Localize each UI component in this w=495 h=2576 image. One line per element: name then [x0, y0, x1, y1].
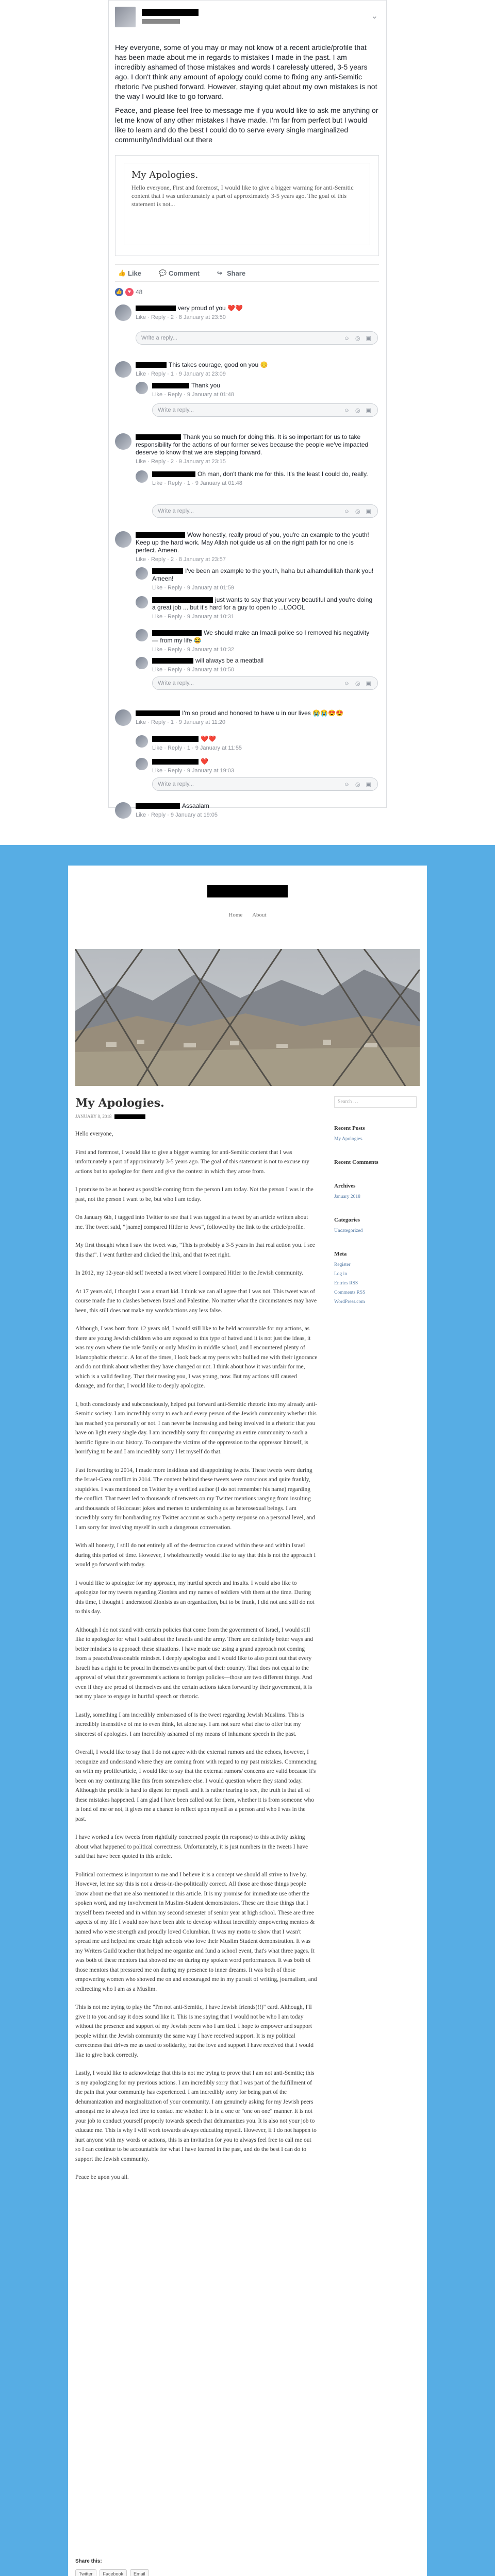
commenter-name-redacted[interactable]	[152, 597, 213, 603]
widget-heading: Meta	[334, 1251, 347, 1257]
post-paragraph: I have worked a few tweets from rightfully concerned people (in response) to this activity asking about what happened to political correctness. Unfortunately, it is just numbers in the tweets I have said that have been quoted in this article.	[75, 1834, 308, 1859]
comment-text: Thank you	[191, 382, 221, 389]
like-button[interactable]	[118, 269, 141, 277]
commenter-name-redacted[interactable]	[152, 630, 202, 636]
blog-nav	[68, 912, 427, 918]
recent-post-link[interactable]: My Apologies.	[334, 1137, 364, 1142]
post-paragraph: First and foremost, I would like to give a bigger warning for anti-Semitic content that I was unfortunately a part of approximately 3-5 years ago. The goal of this statement is not to excuse my actions but to apologize for them and give the context in which they arose from.	[75, 1149, 309, 1175]
search-input[interactable]: Search …	[334, 1096, 417, 1108]
comment-text: I'm so proud and honored to have u in our lives 😭😭😍😍	[182, 709, 343, 717]
commenter-avatar[interactable]	[115, 304, 131, 321]
archive-link[interactable]: January 2018	[334, 1194, 360, 1199]
comment-text: Assaalam	[182, 802, 209, 809]
comment-body	[136, 709, 373, 726]
comment-label: Comment	[169, 269, 200, 277]
reply-placeholder: Write a reply...	[158, 407, 194, 413]
share-buttons	[75, 2569, 318, 2576]
commenter-name-redacted[interactable]	[136, 532, 185, 538]
categories-widget	[334, 1217, 420, 1233]
meta-link-wordpress[interactable]: WordPress.com	[334, 1299, 365, 1304]
commenter-name-redacted[interactable]	[136, 710, 180, 716]
post-timestamp-redacted	[142, 19, 180, 24]
post-title: My Apologies.	[75, 1096, 164, 1110]
comment-text: Oh man, don't thank me for this. It's the least I could do, really.	[197, 470, 368, 478]
commenter-avatar[interactable]	[136, 382, 148, 394]
post-paragraph: Although I do not stand with certain policies that come from the government of Israel, I would still like to apologize for what I said about the Israelis and the army. There are definitely better ways and better mindsets to approach these situations. I have made use using a grand approach not coming from a peaceful/reasonable mindset. I deeply apologize and I would like to also point out that every Israeli has a right to be proud in themselves and be part of their country. That does not equal to the approval of what their government's actions to foreign policies—those are two different things. And even if they are proud of themselves and the certain actions taken forward by their government, it is not my place to engage in hurtful speech or rhetoric.	[75, 1626, 314, 1700]
share-email-button[interactable]: Email	[130, 2569, 149, 2576]
meta-widget	[334, 1251, 420, 1304]
post-paragraph: My first thought when I saw the tweet was, "This is probably a 3-5 years in that real action you. I see this that". I went further and clicked the link, and that tweet right.	[75, 1242, 315, 1258]
like-label: Like	[128, 269, 142, 277]
category-link[interactable]: Uncategorized	[334, 1228, 363, 1233]
post-paragraph: With all honesty, I still do not entirely all of the destruction caused within these and within Israel during this period of time. However, I wholeheartedly would like to say that this is not the approach I would go forward with today.	[75, 1543, 316, 1568]
share-facebook-button[interactable]: Facebook	[100, 2569, 127, 2576]
comment-button[interactable]	[159, 269, 200, 277]
post-paragraph: In 2012, my 12-year-old self tweeted a tweet where I compared Hitler to the Jewish community.	[75, 1270, 303, 1276]
post-paragraph: I would like to apologize for my approach, my hurtful speech and insults. I would also like to apologize for my tweets regarding Zionists and my names of soldiers with them at the time. During this time, I thought I understood Zionists as an organization, but to be frank, I did not and still do not to this day.	[75, 1580, 315, 1615]
shared-link-preview[interactable]	[115, 155, 379, 256]
reply-input[interactable]	[152, 504, 378, 518]
comment-body	[136, 433, 373, 466]
share-section	[75, 2558, 318, 2576]
post-paragraph: Lastly, I would like to acknowledge that this is not me trying to prove that I am not anti-Semitic; this is my apologizing for my previous actions. I am incredibly sorry that I was part of the fulfillment of the pain that your community has experienced. I am incredibly sorry for being part of the dehumanization and marginalization of your community. I am genuinely asking for my Jewish peers amongst me to always feel free to contact me whether it is in a one or "one on one" manner. It is not your job to conduct yourself properly towards speech that dehumanizes you. It is also not your job to educate me. This is why I will work towards always educating myself. However, if I do not happen to hurt anyone with my words or actions, this is an invitation for you to always feel free to call me out so I can continue to be accountable for what I have learned in the past, and do the best I can do to support the Jewish community.	[75, 2070, 317, 2162]
comment-body	[136, 304, 373, 321]
post-author-redacted[interactable]	[114, 1114, 145, 1119]
comment-body	[136, 361, 373, 378]
post-paragraph: Peace, and please feel free to message me if you would like to ask me anything or let me know of any other mistakes I have made. I'm far from perfect but I would like to learn and do the best I could do to serve every single marginalized community/individual out there	[115, 106, 378, 144]
commenter-name-redacted[interactable]	[152, 383, 189, 388]
love-reaction-icon: ♥	[125, 288, 134, 296]
commenter-avatar[interactable]	[115, 433, 131, 450]
commenter-avatar[interactable]	[136, 657, 148, 669]
recent-comments-widget	[334, 1159, 420, 1165]
meta-link-login[interactable]: Log in	[334, 1272, 348, 1277]
post-paragraph: At 17 years old, I thought I was a smart kid. I think we can all agree that I was not. This tweet was of course made due to clashes between Israel and Palestine. No matter what the circumstances may have been, this still does not make my words/actions any less false.	[75, 1288, 317, 1314]
comment-meta[interactable]: Like · Reply · 9 January at 01:48	[152, 392, 234, 398]
nav-link-home[interactable]: Home	[228, 912, 243, 918]
author-avatar[interactable]	[115, 7, 136, 27]
comment-body	[136, 531, 373, 564]
commenter-avatar[interactable]	[136, 596, 148, 608]
reply-placeholder: Write a reply...	[158, 508, 194, 514]
share-button[interactable]	[217, 269, 245, 277]
facebook-post-card	[108, 0, 387, 818]
post-text	[115, 43, 379, 149]
comment-body	[152, 735, 374, 752]
comment-body	[152, 596, 374, 621]
comment-meta[interactable]: Like · Reply · 2 · 8 January at 23:57	[136, 556, 226, 563]
widget-heading: Categories	[334, 1217, 360, 1223]
blog-page	[68, 866, 427, 2576]
commenter-name-redacted[interactable]	[136, 434, 181, 440]
comment-text: Wow honestly, really proud of you, you're an example to the youth! Keep up the hard work. May Allah not guide us all on the right path for no one is perfect. Ameen.	[136, 531, 369, 554]
post-meta	[75, 1114, 145, 1119]
comment-meta[interactable]: Like · Reply · 9 January at 01:59	[152, 585, 234, 591]
reaction-count: 48	[136, 289, 143, 296]
commenter-name-redacted[interactable]	[152, 471, 195, 477]
comment-body	[152, 657, 374, 674]
comment-meta[interactable]: Like · Reply · 2 · 8 January at 23:50	[136, 314, 226, 320]
comment-meta[interactable]: Like · Reply · 9 January at 10:32	[152, 647, 234, 653]
comment-text: ❤️❤️	[201, 735, 216, 742]
share-label: Share	[226, 269, 246, 277]
chevron-down-icon[interactable]: ⌄	[371, 12, 378, 21]
meta-link-register[interactable]: Register	[334, 1262, 351, 1267]
commenter-name-redacted[interactable]	[136, 362, 167, 368]
reply-input[interactable]	[152, 403, 378, 417]
reaction-summary[interactable]	[115, 287, 142, 297]
comment-body	[136, 802, 373, 819]
post-header	[115, 7, 378, 33]
header-image	[75, 949, 420, 1086]
reply-tools-icon[interactable]: ☺ ◎ ▣	[343, 509, 373, 515]
share-icon: ↪	[217, 269, 223, 277]
shared-article-title: My Apologies.	[131, 170, 199, 180]
comment-body	[152, 567, 374, 592]
comment-text: will always be a meatball	[195, 657, 264, 664]
facebook-post-region	[108, 0, 387, 818]
post-paragraph: Fast forwarding to 2014, I made more insidious and disappointing tweets. These tweets were during the Israel-Gaza conflict in 2014. The content behind these tweets were conscious and quite frankly, stupid/ies. I was mentioned on Twitter by a verified author (I do not remember his name) regarding the conflict. That tweet led to thousands of retweets on my Twitter mentions ranging from insulting and thousands of Holocaust jokes and memes to undermining us as heterosexual beings. I am incredibly sorry for bombarding my Twitter account as such a petty response on a personal level, and I am sorry for involving myself in such a dangerous conversation.	[75, 1467, 315, 1531]
comment-text: very proud of you ❤️❤️	[178, 304, 243, 312]
archives-widget	[334, 1183, 420, 1199]
share-heading: Share this:	[75, 2558, 102, 2564]
comment-meta[interactable]: Like · Reply · 1 · 9 January at 23:09	[136, 371, 226, 377]
comment-meta[interactable]: Like · Reply · 9 January at 19:05	[136, 812, 218, 818]
post-paragraph: Hello everyone,	[75, 1131, 113, 1137]
reply-placeholder: Write a reply...	[158, 781, 194, 787]
like-reaction-icon: 👍	[115, 288, 123, 296]
comment-icon: 💬	[159, 269, 167, 277]
comment-meta[interactable]: Like · Reply · 9 January at 10:50	[152, 667, 234, 673]
post-date[interactable]: JANUARY 8, 2018	[75, 1114, 112, 1119]
mountain-landscape-photo	[75, 949, 420, 1086]
nav-link-about[interactable]: About	[252, 912, 267, 918]
post-action-bar	[115, 264, 379, 282]
comment-text: just wants to say that your very beautiful and you're doing a great job ... but it's hard for a guy to open to ...LOOOL	[152, 596, 373, 611]
post-paragraph: Overall, I would like to say that I do not agree with the external rumors and the echoes, however, I recognize and understand where they are coming from with regard to my past mistakes. Commencing on with my profile/article, I would like to say that the external rumors/ concerns are valid because it's been on my continuing like this from somewhere else. I would question where they stand today. Although the profile is hard to digest for myself and it is rather tearing to see, the truth is that all of these mistakes happened. I am glad I have been called out for them, whether it is from someone who is fond of me or not, it gives me a chance to reflect upon myself as a person and who I was in the past.	[75, 1749, 317, 1822]
shared-article-excerpt: Hello everyone, First and foremost, I would like to give a bigger warning for anti-Semitic content that I was unfortunately a part of approximately 3-5 years ago. The goal of this statement is not...	[131, 184, 354, 208]
comment-body	[152, 470, 374, 487]
comment-text: We should make an Imaali police so I removed his negativity — from my life 😂	[152, 629, 370, 644]
post-body	[75, 1129, 318, 2191]
commenter-name-redacted[interactable]	[152, 568, 183, 574]
comment-meta[interactable]: Like · Reply · 2 · 9 January at 23:15	[136, 459, 226, 465]
commenter-avatar[interactable]	[136, 470, 148, 483]
blog-logo-redacted[interactable]	[207, 885, 288, 897]
post-paragraph: I promise to be as honest as possible coming from the person I am today. Not the person I was in the past, not the person I want to be, but who I am today.	[75, 1187, 314, 1202]
post-paragraph: On January 6th, I tagged into Twitter to see that I was tagged in a tweet by an article written about me. The tweet said, "[name] compared Hitler to Jews", followed by the link to the article/profile.	[75, 1214, 308, 1230]
post-paragraph: Peace be upon you all.	[75, 2174, 129, 2180]
comment-text: ❤️	[201, 758, 208, 765]
commenter-avatar[interactable]	[136, 567, 148, 580]
commenter-name-redacted[interactable]	[152, 759, 199, 765]
reply-input[interactable]	[152, 676, 378, 690]
commenter-name-redacted[interactable]	[152, 658, 193, 664]
comment-text: Thank you so much for doing this. It is so important for us to take responsibility for the actions of our former selves because the people we've impacted deserve to know that we are stepping forward.	[136, 433, 369, 456]
post-paragraph: I, both consciously and subconsciously, helped put forward anti-Semitic rhetoric into my already anti-Semitic society. I am incredibly sorry to each and every person of the Jewish community whether this has reached you personally or not. I can never be increasing and being involved in a rhetoric that you have on light every single day. I am incredibly sorry for comparing an entire community to such a horrific figure in our history. To compare the victims of the oppression to the oppressor himself, is horrifying to be and I am incredibly sorry I let myself do that.	[75, 1401, 318, 1455]
reply-tools-icon[interactable]: ☺ ◎ ▣	[343, 335, 373, 342]
reply-input[interactable]	[152, 777, 378, 791]
post-paragraph: Political correctness is important to me and I believe it is a concept we should all strive to live by. However, let me say this is not a dress-in-the-politically correct. All those are those things people know about me that are also mentioned in this article. It is my promise for immediate use other the spoken word, and my involvement in Muslim-Student demonstrators. These are those things that I myself been tweeted and in within my second semester of senior year at high school. These are three aspects of my life I would now have been able to develop without incredibly empowering mentors & named who were strength and proudly loved Columbian. It was my motto to show that I wasn't spread me and helped me create high schools who love their Muslim Student demonstration. It was my Writers Guild teacher that helped me organize and fund a school event, that's what three pages. It was both of these mentors that showed me on during my spoken word performances. It was both of those mentors that pressured me on during my presence to inner dreams. It was both of those empowering women who showed me on and encouraged me in my pursuit of writing, journalism, and redirecting who I am as a Muslim.	[75, 1871, 317, 1992]
commenter-name-redacted[interactable]	[136, 803, 180, 809]
comment-body	[152, 629, 374, 654]
commenter-avatar[interactable]	[115, 361, 131, 378]
comment-meta[interactable]: Like · Reply · 9 January at 19:03	[152, 768, 234, 774]
commenter-avatar[interactable]	[115, 709, 131, 726]
commenter-avatar[interactable]	[136, 735, 148, 748]
comment-meta[interactable]: Like · Reply · 9 January at 10:31	[152, 614, 234, 620]
widget-heading: Recent Comments	[334, 1159, 378, 1165]
commenter-name-redacted[interactable]	[152, 736, 199, 742]
share-twitter-button[interactable]: Twitter	[75, 2569, 96, 2576]
post-paragraph: Hey everyone, some of you may or may not know of a recent article/profile that has been made about me in regards to mistakes I made in the past. I am incredibly ashamed of those mistakes and words I carelessly uttered, 3-5 years ago. I don't think any amount of apology could come to fixing any anti-Semitic rhetoric I've pushed forward. However, staying quiet about my own mistakes is not the way I would like to go forward.	[115, 43, 377, 100]
comment-text: This takes courage, good on you 😊	[169, 361, 268, 368]
thumbs-up-icon: 👍	[118, 269, 126, 277]
widget-heading: Recent Posts	[334, 1125, 365, 1131]
recent-posts-widget	[334, 1125, 420, 1142]
meta-link-comments-rss[interactable]: Comments RSS	[334, 1290, 366, 1295]
reply-tools-icon[interactable]: ☺ ◎ ▣	[343, 681, 373, 687]
author-name-redacted[interactable]	[142, 9, 199, 16]
comment-text: I've been an example to the youth, haha but alhamdulillah thank you! Ameen!	[152, 567, 374, 582]
post-paragraph: This is not me trying to play the "I'm not anti-Semitic, I have Jewish friends(!!)" card. Although, I'll give it to you and say it does sound like it. This is me saying that I would not be who I am today without the presence and support of my Jewish peers who I am tied. I hope to empower and support people within the Jewish community the same way I have received support. It is my political correctness that drives me as used to solidarity, but the love and support I have received that I would like to give back correctly.	[75, 2004, 314, 2058]
reply-tools-icon[interactable]: ☺ ◎ ▣	[343, 782, 373, 788]
comment-body	[152, 758, 374, 775]
reply-input[interactable]	[136, 331, 378, 345]
widget-heading: Archives	[334, 1183, 356, 1189]
commenter-avatar[interactable]	[136, 758, 148, 770]
comment-meta[interactable]: Like · Reply · 1 · 9 January at 11:55	[152, 745, 242, 751]
commenter-avatar[interactable]	[115, 802, 131, 819]
meta-link-entries-rss[interactable]: Entries RSS	[334, 1281, 358, 1286]
reply-placeholder: Write a reply...	[158, 680, 194, 686]
reply-placeholder: Write a reply...	[141, 335, 177, 341]
post-paragraph: Lastly, something I am incredibly embarrassed of is the tweet regarding Jewish Muslims. This is incredibly insensitive of me to even think, let alone say. I am not sure what else to offer but my sincerest of apologies. I am incredibly ashamed of my means of inhumane speech in the past.	[75, 1711, 304, 1737]
commenter-name-redacted[interactable]	[136, 306, 176, 311]
commenter-avatar[interactable]	[115, 531, 131, 548]
shared-article-card[interactable]	[124, 163, 370, 245]
comment-body	[152, 382, 374, 399]
reply-tools-icon[interactable]: ☺ ◎ ▣	[343, 408, 373, 414]
sidebar	[334, 1096, 420, 1322]
comment-meta[interactable]: Like · Reply · 1 · 9 January at 01:48	[152, 480, 242, 486]
comment-meta[interactable]: Like · Reply · 1 · 9 January at 11:20	[136, 719, 226, 725]
post-paragraph: Although, I was born from 12 years old, I would still like to be held accountable for my actions, as there are young Jewish children who are exposed to this type of hatred and it is not just the ideas, it was my own where the role family or only Muslim in middle school, and I encountered plenty of Islamophobic rhetoric. A lot of the times, I look back at my peers who bullied me with their ignorance and do not think about whether they have changed or not. I think about how it was unfair for me, which is a valid feeling. That their teasing you, I was young, now. But my actions still caused damage, and for that, I would like to deeply apologize.	[75, 1326, 318, 1389]
commenter-avatar[interactable]	[136, 629, 148, 641]
